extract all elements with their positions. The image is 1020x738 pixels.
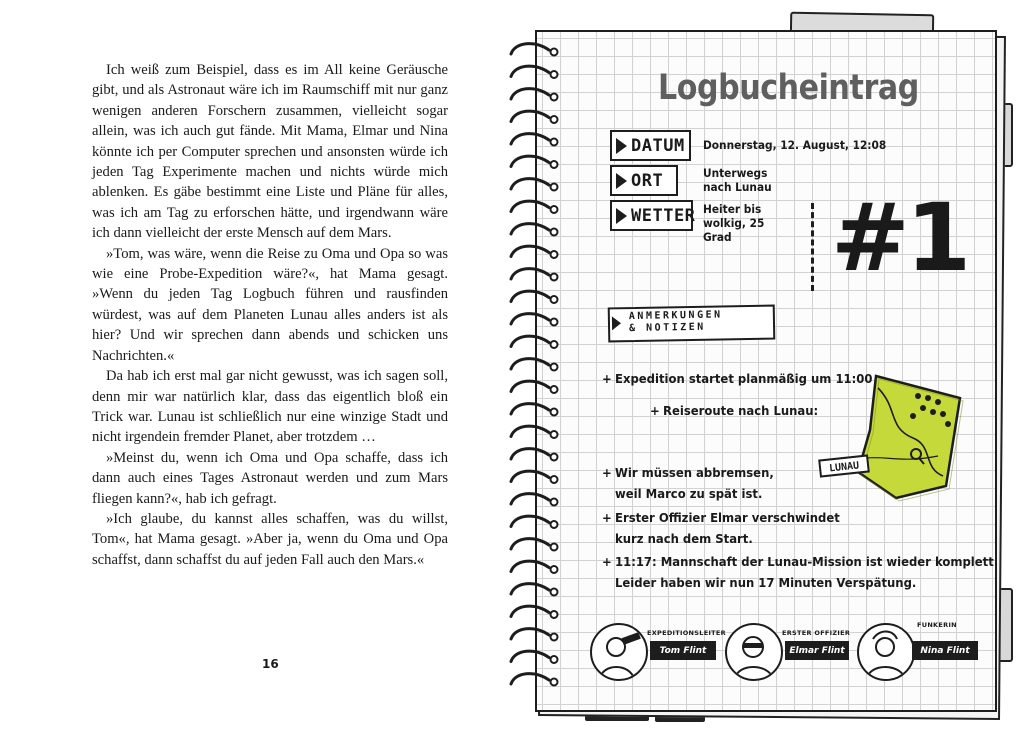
field-value-ort: Unterwegs nach Lunau bbox=[703, 166, 772, 194]
notes-label-line2: & NOTIZEN bbox=[628, 321, 706, 335]
crew-name: Elmar Flint bbox=[785, 641, 849, 660]
crew-role: FUNKERIN bbox=[917, 621, 957, 629]
route-map bbox=[818, 368, 968, 508]
log-entry: + Wir müssen abbremsen, weil Marco zu spät ist. bbox=[602, 462, 774, 504]
logbook-title: Logbucheintrag bbox=[658, 68, 919, 108]
crew-member bbox=[590, 615, 740, 705]
arrow-icon bbox=[616, 138, 627, 154]
left-page bbox=[0, 0, 500, 738]
field-value-datum: Donnerstag, 12. August, 12:08 bbox=[703, 138, 887, 152]
field-value-wetter: Heiter bis wolkig, 25 Grad bbox=[703, 202, 765, 244]
notes-label-line1: ANMERKUNGEN bbox=[628, 309, 723, 323]
plus-icon: + bbox=[602, 554, 612, 569]
crew-member bbox=[857, 615, 997, 705]
log-entry: + 11:17: Mannschaft der Lunau-Mission ist wieder komplett. Leider haben wir nun 17 Minuten Verspätung. bbox=[602, 551, 998, 593]
entry-number: #1 bbox=[831, 184, 968, 293]
log-entry: + Erster Offizier Elmar verschwindet kurz nach dem Start. bbox=[602, 507, 840, 549]
arrow-icon bbox=[616, 208, 627, 224]
map-label: LUNAU bbox=[828, 460, 860, 475]
crew-member bbox=[725, 615, 875, 705]
log-entry: + Expedition startet planmäßig um 11:00 bbox=[602, 368, 872, 389]
paragraph: »Meinst du, wenn ich Oma und Opa schaffe, dass ich dann auch eines Tages Astronaut werden und zum Mars fliegen kann?«, hab ich gefragt. bbox=[92, 449, 448, 507]
field-label-wetter: WETTER bbox=[610, 200, 693, 231]
plus-icon: + bbox=[602, 465, 612, 480]
dashed-divider bbox=[811, 203, 814, 291]
field-label-datum: DATUM bbox=[610, 130, 691, 161]
notes-header bbox=[608, 305, 776, 343]
logbook-content bbox=[535, 30, 999, 708]
paragraph: Da hab ich erst mal gar nicht gewusst, was ich sagen soll, denn mir war natürlich klar, dass das eigentlich bloß ein Trick war. Lunau ist schließlich nur eine winzige Stadt und nicht irgendein fremder Planet, aber trotzdem … bbox=[92, 368, 448, 446]
page-number: 16 bbox=[262, 657, 279, 671]
arrow-icon bbox=[612, 316, 621, 330]
story-text bbox=[92, 60, 448, 570]
crew-name: Tom Flint bbox=[650, 641, 716, 660]
log-entry: + Reiseroute nach Lunau: bbox=[650, 400, 818, 421]
crew-avatar bbox=[725, 623, 783, 681]
plus-icon: + bbox=[650, 403, 660, 418]
crew-role: EXPEDITIONSLEITER bbox=[647, 629, 726, 637]
plus-icon: + bbox=[602, 371, 612, 386]
plus-icon: + bbox=[602, 510, 612, 525]
crew-role: ERSTER OFFIZIER bbox=[782, 629, 851, 637]
field-label-ort: ORT bbox=[610, 165, 678, 196]
crew-avatar bbox=[590, 623, 648, 681]
crew-avatar bbox=[857, 623, 915, 681]
arrow-icon bbox=[616, 173, 627, 189]
paragraph: »Ich glaube, du kannst alles schaffen, was du willst, Tom«, hat Mama gesagt. »Aber ja, wenn du Oma und Opa schaffst, dann schaffst du auf jeden Fall auch den Mars.« bbox=[92, 510, 448, 568]
logbook-notebook bbox=[505, 8, 1017, 733]
paragraph: Ich weiß zum Beispiel, dass es im All keine Geräusche gibt, und als Astronaut wäre ich im Raumschiff mit nur ganz wenigen anderen Forschern zusammen, vielleicht sogar allein, was ich auch gut fände. Mit Mama, Elmar und Nina könnte ich per Computer sprechen und ansonsten würde ich jeden Tag Experimente machen und nichts würde mich ablenken. Es gäbe bestimmt eine Liste und Pläne für alles, was ich am Tag zu erforschen hätte, und irgendwann wäre ich dann vielleicht der erste Mensch auf dem Mars. bbox=[92, 62, 448, 242]
paragraph: »Tom, was wäre, wenn die Reise zu Oma und Opa so was wie eine Probe-Expedition wäre?«, hat Mama gesagt. »Wenn du jeden Tag Logbuch führen und rausfinden würdest, was auf dem Planeten Lunau alles anders ist als hier? Und wir sprechen dann abends und schicken uns Nachrichten.« bbox=[92, 245, 448, 364]
crew-name: Nina Flint bbox=[912, 641, 978, 660]
